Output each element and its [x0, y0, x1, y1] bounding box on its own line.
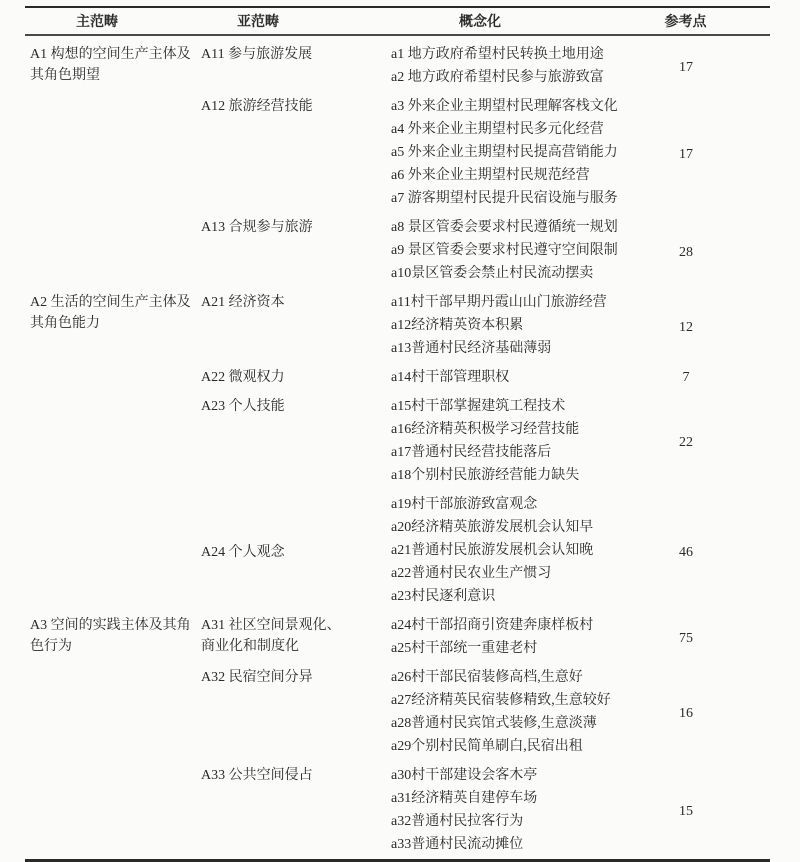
concept-cell: a33普通村民流动摊位: [391, 837, 524, 852]
sub-category-cell: A11 参与旅游发展: [201, 47, 313, 62]
header-main-category: 主范畴: [25, 7, 195, 35]
concept-cell: a20经济精英旅游发展机会认知早: [391, 520, 594, 535]
concept-cell: a17普通村民经营技能落后: [391, 445, 552, 460]
concept-cell: a19村干部旅游致富观念: [391, 497, 538, 512]
concept-cell: a30村干部建设会客木亭: [391, 768, 538, 783]
sub-category-cell: A12 旅游经营技能: [201, 99, 313, 114]
concept-cell: a32普通村民拉客行为: [391, 814, 524, 829]
ref-count-cell: 28: [679, 244, 693, 260]
concept-cell: a24村干部招商引资建奔康样板村: [391, 618, 594, 633]
concept-cell: a14村干部管理职权: [391, 370, 510, 385]
concept-cell: a31经济精英自建停车场: [391, 791, 538, 806]
ref-count-cell: 22: [679, 435, 693, 450]
sub-category-cell: A22 微观权力: [201, 370, 285, 385]
concept-cell: a9 景区管委会要求村民遵守空间限制: [391, 243, 618, 258]
header-reference-points: 参考点: [655, 7, 770, 35]
concept-cell: a23村民逐利意识: [391, 589, 496, 604]
concept-cell: a29个别村民简单刷白,民宿出租: [391, 739, 583, 754]
concept-cell: a18个别村民旅游经营能力缺失: [391, 468, 580, 483]
concept-cell: a25村干部统一重建老村: [391, 641, 538, 656]
open-coding-table: [25, 6, 770, 862]
concept-cell: a13普通村民经济基础薄弱: [391, 341, 552, 356]
ref-count-cell: 46: [679, 544, 693, 560]
ref-count-cell: 12: [679, 319, 693, 335]
concept-cell: a15村干部掌握建筑工程技术: [391, 399, 566, 414]
sub-category-cell: A33 公共空间侵占: [201, 768, 313, 783]
coding-table-container: [25, 6, 770, 862]
concept-cell: a3 外来企业主期望村民理解客栈文化: [391, 99, 618, 114]
table-row: [25, 288, 770, 314]
concept-cell: a26村干部民宿装修高档,生意好: [391, 670, 583, 685]
concept-cell: a6 外来企业主期望村民规范经营: [391, 168, 590, 183]
ref-count-cell: 15: [679, 804, 693, 819]
header-row: [25, 7, 770, 35]
concept-cell: a21普通村民旅游发展机会认知晚: [391, 543, 594, 558]
ref-count-cell: 75: [679, 631, 693, 646]
sub-category-cell: A32 民宿空间分异: [201, 670, 313, 685]
sub-category-cell: A24 个人观念: [201, 544, 285, 560]
concept-cell: a8 景区管委会要求村民遵循统一规划: [391, 220, 618, 235]
ref-count-cell: 17: [679, 60, 693, 75]
concept-cell: a28普通村民宾馆式装修,生意淡薄: [391, 716, 597, 731]
concept-cell: a22普通村民农业生产惯习: [391, 566, 552, 581]
concept-cell: a4 外来企业主期望村民多元化经营: [391, 122, 604, 137]
concept-cell: a2 地方政府希望村民参与旅游致富: [391, 70, 604, 85]
concept-cell: a5 外来企业主期望村民提高营销能力: [391, 145, 618, 160]
main-category-cell: A1 构想的空间生产主体及其角色期望: [30, 47, 191, 83]
ref-count-cell: 7: [682, 370, 690, 385]
concept-cell: a1 地方政府希望村民转换土地用途: [391, 47, 604, 62]
concept-cell: a12经济精英资本积累: [391, 318, 524, 333]
table-row: [25, 611, 770, 637]
concept-cell: a7 游客期望村民提升民宿设施与服务: [391, 191, 618, 206]
sub-category-cell: A21 经济资本: [201, 295, 285, 310]
header-sub-category: 亚范畴: [195, 7, 387, 35]
main-category-cell: A3 空间的实践主体及其角色行为: [30, 618, 191, 654]
concept-cell: a16经济精英积极学习经营技能: [391, 422, 580, 437]
table-header: [25, 7, 770, 35]
header-conceptualization: 概念化: [387, 7, 655, 35]
table-body: [25, 35, 770, 861]
concept-cell: a11村干部早期丹霞山山门旅游经营: [391, 295, 607, 310]
table-row: [25, 35, 770, 66]
ref-count-cell: 16: [679, 706, 693, 721]
sub-category-cell: A13 合规参与旅游: [201, 220, 313, 235]
ref-count-cell: 17: [679, 146, 693, 162]
concept-cell: a10景区管委会禁止村民流动摆卖: [391, 266, 594, 281]
main-category-cell: A2 生活的空间生产主体及其角色能力: [30, 295, 191, 331]
sub-category-cell: A31 社区空间景观化、商业化和制度化: [201, 618, 341, 654]
sub-category-cell: A23 个人技能: [201, 399, 285, 414]
concept-cell: a27经济精英民宿装修精致,生意较好: [391, 693, 611, 708]
